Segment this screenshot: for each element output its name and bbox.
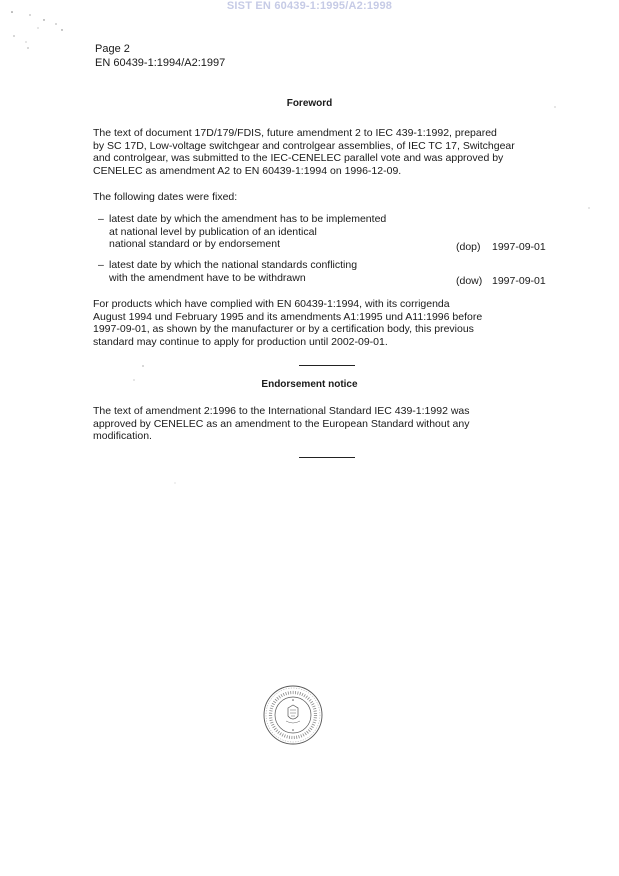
text-line: approved by CENELEC as an amendment to the European Standard without any xyxy=(93,417,470,430)
official-stamp-seal xyxy=(262,684,324,746)
text-line: national standard or by endorsement xyxy=(109,238,281,250)
page-header xyxy=(95,42,225,70)
list-dash: – xyxy=(98,213,104,225)
section-divider xyxy=(299,365,355,366)
end-divider xyxy=(299,457,355,458)
date-value-dop: 1997-09-01 xyxy=(492,241,546,253)
page-number: Page 2 xyxy=(95,43,130,55)
text-line: The text of amendment 2:1996 to the International Standard IEC 439-1:1992 was xyxy=(93,405,470,417)
date-item-dow xyxy=(98,259,357,284)
text-line: latest date by which the national standards conflicting xyxy=(109,259,358,271)
text-line: at national level by publication of an identical xyxy=(109,225,317,238)
date-item-dop xyxy=(98,213,386,251)
text-line: by SC 17D, Low-voltage switchgear and controlgear assemblies, of IEC TC 17, Switchgear xyxy=(93,139,515,152)
text-line: 1997-09-01, as shown by the manufacturer or by a certification body, this previous xyxy=(93,323,474,335)
date-code-dow: (dow) xyxy=(456,275,483,287)
endorsement-title: Endorsement notice xyxy=(261,379,358,390)
foreword-title: Foreword xyxy=(286,98,333,109)
foreword-paragraph-1 xyxy=(93,127,564,177)
text-line: standard may continue to apply for production until 2002-09-01. xyxy=(93,335,388,348)
text-line: August 1994 und February 1995 and its amendments A1:1995 und A11:1996 before xyxy=(93,310,483,323)
date-code-dop: (dop) xyxy=(456,241,481,253)
foreword-paragraph-2 xyxy=(93,298,564,348)
list-dash: – xyxy=(98,259,104,271)
text-line: CENELEC as amendment A2 to EN 60439-1:1994 on 1996-12-09. xyxy=(93,164,402,177)
text-line: modification. xyxy=(93,430,152,442)
text-line: For products which have complied with EN 60439-1:1994, with its corrigenda xyxy=(93,298,450,310)
endorsement-paragraph xyxy=(93,405,564,443)
text-line: latest date by which the amendment has to be implemented xyxy=(109,213,387,225)
watermark: SIST EN 60439-1:1995/A2:1998 xyxy=(226,0,393,12)
text-line: and controlgear, was submitted to the IEC-CENELEC parallel vote and was approved by xyxy=(93,152,504,164)
date-value-dow: 1997-09-01 xyxy=(492,275,546,287)
dates-intro: The following dates were fixed: xyxy=(93,191,238,203)
text-line: with the amendment have to be withdrawn xyxy=(109,271,306,284)
text-line: The text of document 17D/179/FDIS, future amendment 2 to IEC 439-1:1992, prepared xyxy=(93,127,497,139)
document-reference: EN 60439-1:1994/A2:1997 xyxy=(95,57,226,69)
